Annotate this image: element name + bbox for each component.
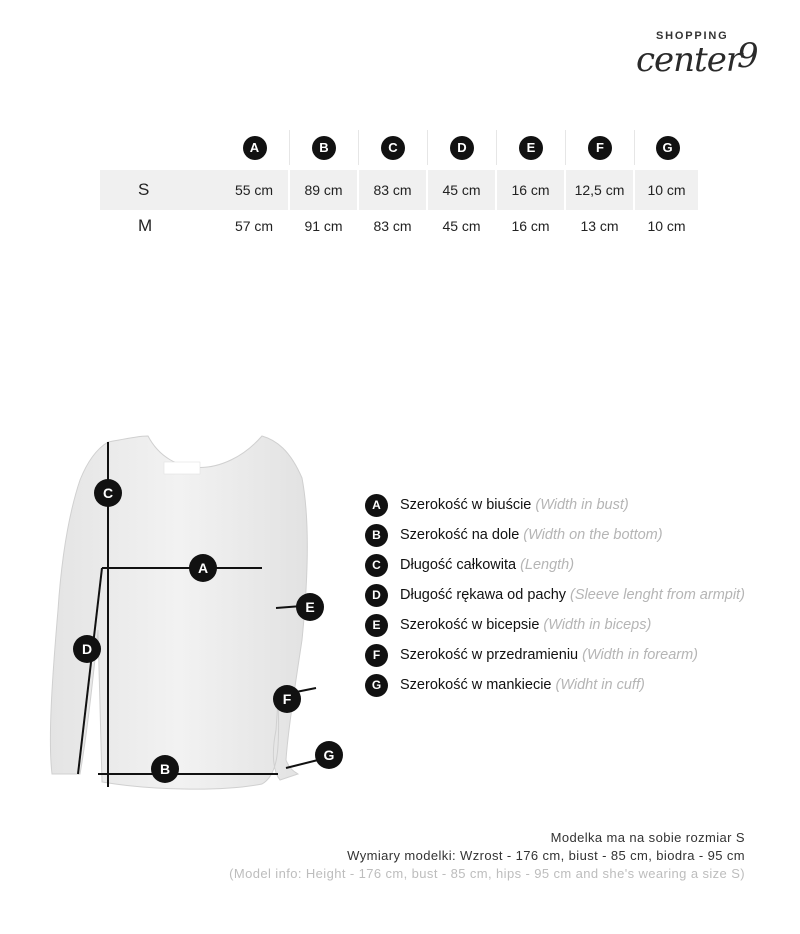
table-cell: 16 cm <box>497 206 566 246</box>
shirt-silhouette <box>50 436 307 789</box>
badge-c: C <box>381 136 405 160</box>
legend-item-a <box>365 490 785 520</box>
legend-translation: (Width on the bottom) <box>523 527 663 543</box>
table-row <box>100 206 700 246</box>
badge-d: D <box>450 136 474 160</box>
legend-badge: E <box>365 614 388 637</box>
svg-text:B: B <box>159 761 171 777</box>
header-cell-f <box>566 130 635 165</box>
header-cell-g <box>635 130 700 165</box>
svg-text:E: E <box>305 599 315 615</box>
legend-badge: A <box>365 494 388 517</box>
neck-label <box>164 462 200 474</box>
legend-label: Szerokość w biuście <box>400 497 532 513</box>
badge-f: F <box>588 136 612 160</box>
marker-d <box>73 635 101 663</box>
marker-g <box>315 741 343 769</box>
badge-a: A <box>243 136 267 160</box>
marker-c <box>94 479 122 507</box>
legend-label: Szerokość na dole <box>400 527 520 543</box>
legend-label: Szerokość w mankiecie <box>400 677 552 693</box>
model-measurements-text: Wymiary modelki: Wzrost - 176 cm, biust - 85 cm, biodra - 95 cm <box>347 848 745 863</box>
table-cell: 16 cm <box>497 170 566 210</box>
table-cell: 55 cm <box>220 170 290 210</box>
header-cell-c <box>359 130 428 165</box>
legend-label: Długość całkowita <box>400 557 517 573</box>
header-cell-d <box>428 130 497 165</box>
legend-badge: B <box>365 524 388 547</box>
table-cell: 45 cm <box>428 170 497 210</box>
table-cell: 10 cm <box>635 206 700 246</box>
legend-translation: (Width in biceps) <box>543 617 652 633</box>
badge-g: G <box>656 136 680 160</box>
size-label: S <box>100 170 220 210</box>
legend-label: Szerokość w przedramieniu <box>400 647 579 663</box>
logo-top-text: SHOPPING <box>656 30 729 42</box>
model-info-english: (Model info: Height - 176 cm, bust - 85 cm, hips - 95 cm and she's wearing a size S) <box>229 866 745 881</box>
table-cell: 83 cm <box>359 206 428 246</box>
legend-badge: C <box>365 554 388 577</box>
table-cell: 45 cm <box>428 206 497 246</box>
legend-translation: (Width in bust) <box>535 497 629 513</box>
model-size-text: Modelka ma na sobie rozmiar S <box>550 830 745 845</box>
table-row <box>100 170 700 210</box>
legend-translation: (Width in forearm) <box>582 647 699 663</box>
badge-e: E <box>519 136 543 160</box>
table-cell: 57 cm <box>220 206 290 246</box>
legend-badge: D <box>365 584 388 607</box>
shop-logo <box>630 28 760 78</box>
legend-label: Długość rękawa od pachy <box>400 587 567 603</box>
table-cell: 13 cm <box>566 206 635 246</box>
table-cell: 83 cm <box>359 170 428 210</box>
legend-translation: (Widht in cuff) <box>555 677 645 693</box>
model-info <box>229 829 745 883</box>
marker-e <box>296 593 324 621</box>
svg-text:D: D <box>81 641 93 657</box>
svg-text:A: A <box>197 560 209 576</box>
legend-badge: G <box>365 674 388 697</box>
header-cell-e <box>497 130 566 165</box>
badge-b: B <box>312 136 336 160</box>
legend-item-f <box>365 640 785 670</box>
size-table <box>100 130 700 246</box>
logo-main-text: center <box>636 40 742 80</box>
legend-item-d <box>365 580 785 610</box>
table-cell: 12,5 cm <box>566 170 635 210</box>
marker-f <box>273 685 301 713</box>
legend-badge: F <box>365 644 388 667</box>
legend-translation: (Length) <box>520 557 575 573</box>
legend-label: Szerokość w bicepsie <box>400 617 540 633</box>
svg-text:G: G <box>323 747 335 763</box>
table-cell: 89 cm <box>290 170 359 210</box>
size-label: M <box>138 216 153 235</box>
svg-text:C: C <box>102 485 114 501</box>
header-cell-b <box>290 130 359 165</box>
svg-text:F: F <box>282 691 292 707</box>
line-g <box>286 760 318 768</box>
logo-number: 9 <box>737 36 759 76</box>
size-table-header <box>100 130 700 165</box>
table-cell: 91 cm <box>290 206 359 246</box>
legend-item-c <box>365 550 785 580</box>
measurement-legend <box>365 490 785 700</box>
legend-item-e <box>365 610 785 640</box>
marker-a <box>189 554 217 582</box>
header-cell-a <box>220 130 290 165</box>
garment-diagram <box>40 430 360 800</box>
legend-item-g <box>365 670 785 700</box>
table-cell: 10 cm <box>635 170 700 210</box>
legend-item-b <box>365 520 785 550</box>
marker-b <box>151 755 179 783</box>
legend-translation: (Sleeve lenght from armpit) <box>570 587 745 603</box>
